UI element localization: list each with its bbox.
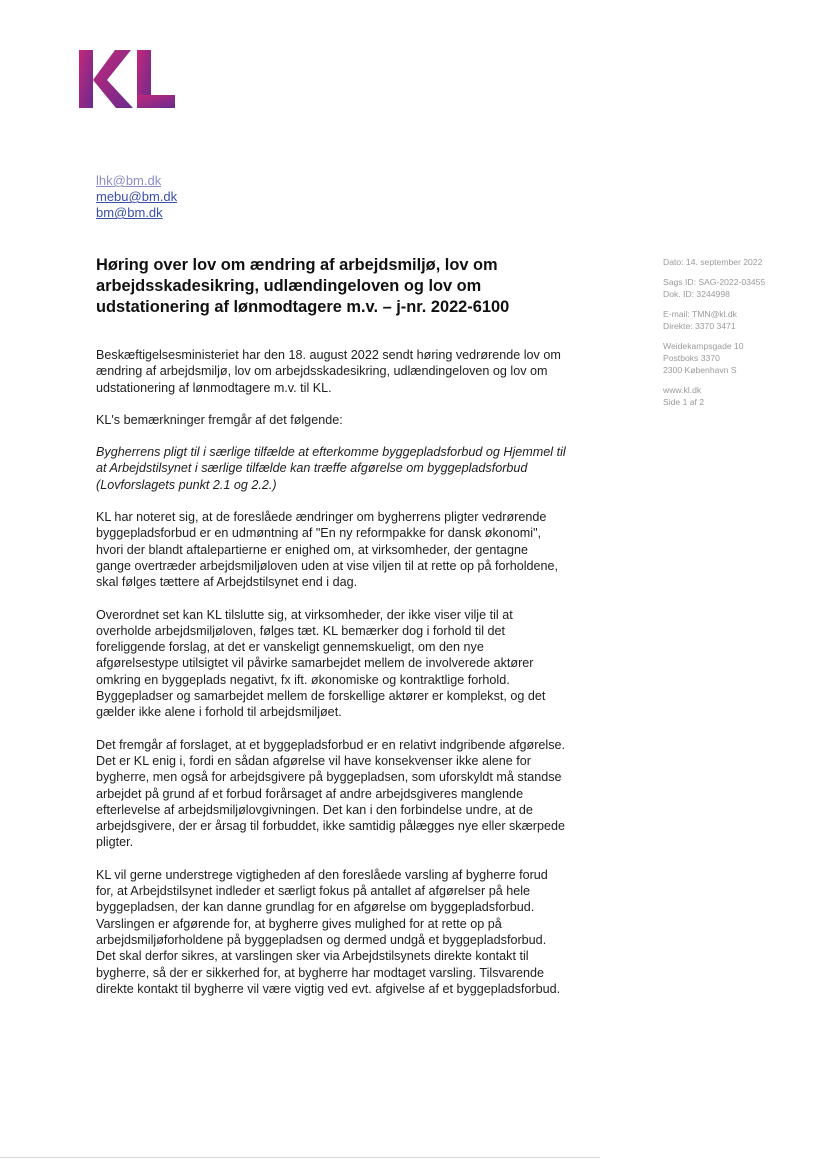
page-divider: [0, 1157, 600, 1158]
case-id: Sags ID: SAG-2022-03455: [663, 277, 766, 287]
website: www.kl.dk: [663, 385, 702, 395]
document-id: Dok. ID: 3244998: [663, 289, 730, 299]
paragraph: Beskæftigelsesministeriet har den 18. august 2022 sendt høring vedrørende lov om ændring af arbejdsmiljø, lov om arbejdsskadesikring, udlændingeloven og lov om udstationering af lønmodtagere m.v. til KL.: [96, 348, 561, 395]
recipient-email-link[interactable]: bm@bm.dk: [96, 205, 163, 220]
paragraph: KL's bemærkninger fremgår af det følgende:: [96, 412, 343, 427]
letter-metadata: [663, 256, 813, 416]
paragraph: KL vil gerne understrege vigtigheden af den foreslåede varsling af bygherre forud for, at Arbejdstilsynet indleder et særligt fokus på antallet af afgørelser på hele byggepladsen, der kan danne grundlag for en afgørelse om byggepladsforbud. Varslingen er afgørende for, at bygherre gives mulighed for at rette op på arbejdsmiljøforholdene på byggepladsen og dermed undgå et byggepladsforbud. Det skal derfor sikres, at varslingen sker via Arbejdstilsynets direkte kontakt til bygherre, så der er sikkerhed for, at bygherre har modtaget varsling. Tilsvarende direkte kontakt til bygherre vil være vigtig ved evt. afgivelse af et byggepladsforbud.: [96, 867, 561, 996]
paragraph: KL har noteret sig, at de foreslåede ændringer om bygherrens pligter vedrørende byggepladsforbud er en udmøntning af "En ny reformpakke for dansk økonomi", hvori der blandt aftalepartierne er enighed om, at virksomheder, der gentagne gange overtræder arbejdsmiljøloven uden at vise viljen til at rette op på forholdene, skal følges tættere af Arbejdstilsynet end i dag.: [96, 510, 559, 590]
recipient-email-link[interactable]: lhk@bm.dk: [96, 173, 162, 188]
kl-logo: [79, 50, 179, 110]
address-line: Postboks 3370: [663, 353, 720, 363]
paragraph: Overordnet set kan KL tilslutte sig, at virksomheder, der ikke viser vilje til at overholde arbejdsmiljøloven, følges tæt. KL bemærker dog i forhold til det foreliggende forslag, at det er vanskeligt gennemskueligt, om den nye afgørelsestype utilsigtet vil påvirke samarbejdet mellem de involverede aktører omkring en byggeplads negativt, fx ift. økonomiske og kontraktlige forhold. Byggepladser og samarbejdet mellem de forskellige aktører er komplekst, og det gælder ikke alene i forhold til arbejdsmiljøet.: [96, 607, 546, 720]
address-line: Weidekampsgade 10: [663, 341, 744, 351]
direct-phone: Direkte: 3370 3471: [663, 321, 736, 331]
address-line: 2300 København S: [663, 365, 737, 375]
letter-title: Høring over lov om ændring af arbejdsmiljø, lov om arbejdsskadesikring, udlændingeloven og lov om udstationering af lønmodtagere m.v. – j-nr. 2022-6100: [96, 256, 510, 316]
contact-email: E-mail: TMN@kl.dk: [663, 309, 737, 319]
recipient-list: [96, 173, 177, 221]
section-heading: Bygherrens pligt til i særlige tilfælde at efterkomme byggepladsforbud og Hjemmel til at Arbejdstilsynet i særlige tilfælde kan træffe afgørelse om byggepladsforbud (Lovforslagets punkt 2.1 og 2.2.): [96, 445, 566, 492]
paragraph: Det fremgår af forslaget, at et byggepladsforbud er en relativt indgribende afgørelse. Det er KL enig i, fordi en sådan afgørelse vil have konsekvenser ikke alene for bygherre, men også for arbejdsgivere på byggepladsen, som uforskyldt må standse arbejdet på grund af et forbud forårsaget af andre arbejdsgiveres manglende efterlevelse af arbejdsmiljølovgivningen. Det kan i den forbindelse undre, at de arbejdsgivere, der er årsag til forbuddet, ikke samtidig pålægges nye eller skærpede pligter.: [96, 737, 566, 850]
page-number: Side 1 af 2: [663, 397, 705, 407]
date-label: Dato: 14. september 2022: [663, 257, 763, 267]
letter-body: [96, 347, 566, 1013]
recipient-email-link[interactable]: mebu@bm.dk: [96, 189, 178, 204]
